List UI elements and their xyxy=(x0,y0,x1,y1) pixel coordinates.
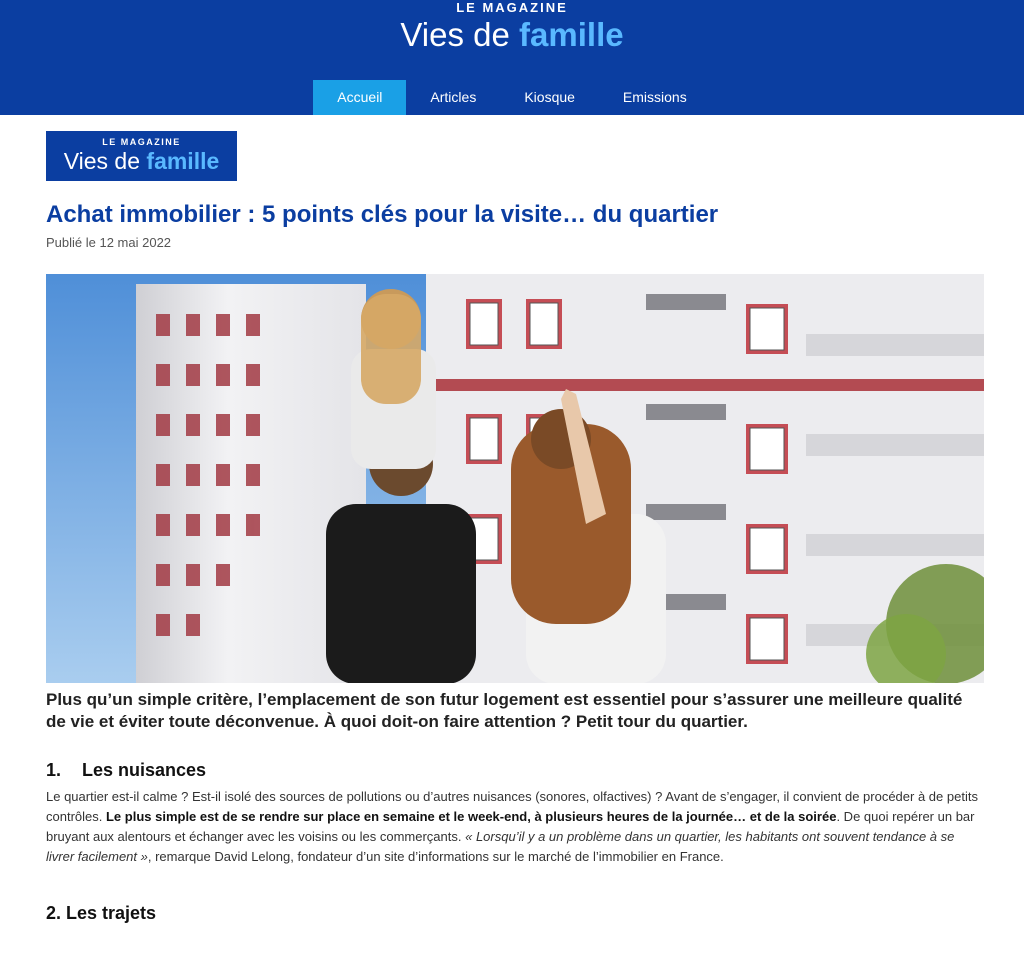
nav-emissions[interactable]: Emissions xyxy=(622,89,687,105)
brand-tagline: LE MAGAZINE xyxy=(456,0,568,15)
hero-image xyxy=(46,274,984,683)
nav-kiosque[interactable]: Kiosque xyxy=(524,89,575,105)
brand-logo[interactable] xyxy=(0,16,1024,54)
magazine-logo-tagline: LE MAGAZINE xyxy=(102,137,181,147)
magazine-logo-title-part1: Vies de xyxy=(63,148,147,174)
section-1-text-c: , remarque David Lelong, fondateur d’un site d’informations sur le marché de l’immobilier en France. xyxy=(147,849,724,864)
nav-articles[interactable]: Articles xyxy=(430,89,477,105)
magazine-logo-title-part2: famille xyxy=(146,148,220,174)
family-building-photo xyxy=(46,274,984,683)
magazine-logo[interactable] xyxy=(46,131,237,181)
brand-logo-part1: Vies de xyxy=(400,16,520,53)
section-1-body xyxy=(46,787,984,867)
section-1-text-bold: Le plus simple est de se rendre sur place en semaine et le week-end, à plusieurs heures de la journée… et de la soirée xyxy=(105,809,837,824)
site-header xyxy=(0,0,1024,115)
brand-logo-part2: famille xyxy=(519,16,624,53)
section-1-quote: « Lorsqu’il y a un problème dans un quartier, les habitants ont souvent tendance à se livrer facilement » xyxy=(46,829,955,864)
nav-accueil[interactable]: Accueil xyxy=(313,80,406,115)
section-1-heading xyxy=(46,760,984,781)
section-2-heading: 2. Les trajets xyxy=(46,903,157,923)
section-1-number: 1. xyxy=(46,760,62,780)
article-lead: Plus qu’un simple critère, l’emplacement de son futur logement est essentiel pour s’assurer une meilleure qualité de vie et éviter toute déconvenue. À quoi doit-on faire attention ? Petit tour du quartier. xyxy=(46,690,963,731)
publish-date: Publié le 12 mai 2022 xyxy=(46,235,172,250)
magazine-logo-title xyxy=(46,148,237,175)
article-title: Achat immobilier : 5 points clés pour la visite… du quartier xyxy=(46,201,719,228)
main-nav xyxy=(0,80,1024,115)
section-1-text-a: Le quartier est-il calme ? Est-il isolé des sources de pollutions ou d’autres nuisances (sonores, olfactives) ? Avant de s’engager, il convient de procéder à de petits contrôles. xyxy=(46,789,978,824)
section-1-title: Les nuisances xyxy=(82,760,207,780)
article-container xyxy=(46,131,984,924)
section-1-text-b: . De quoi repérer un bar bruyant aux alentours et échanger avec les voisins ou les commerçants. xyxy=(46,809,975,844)
